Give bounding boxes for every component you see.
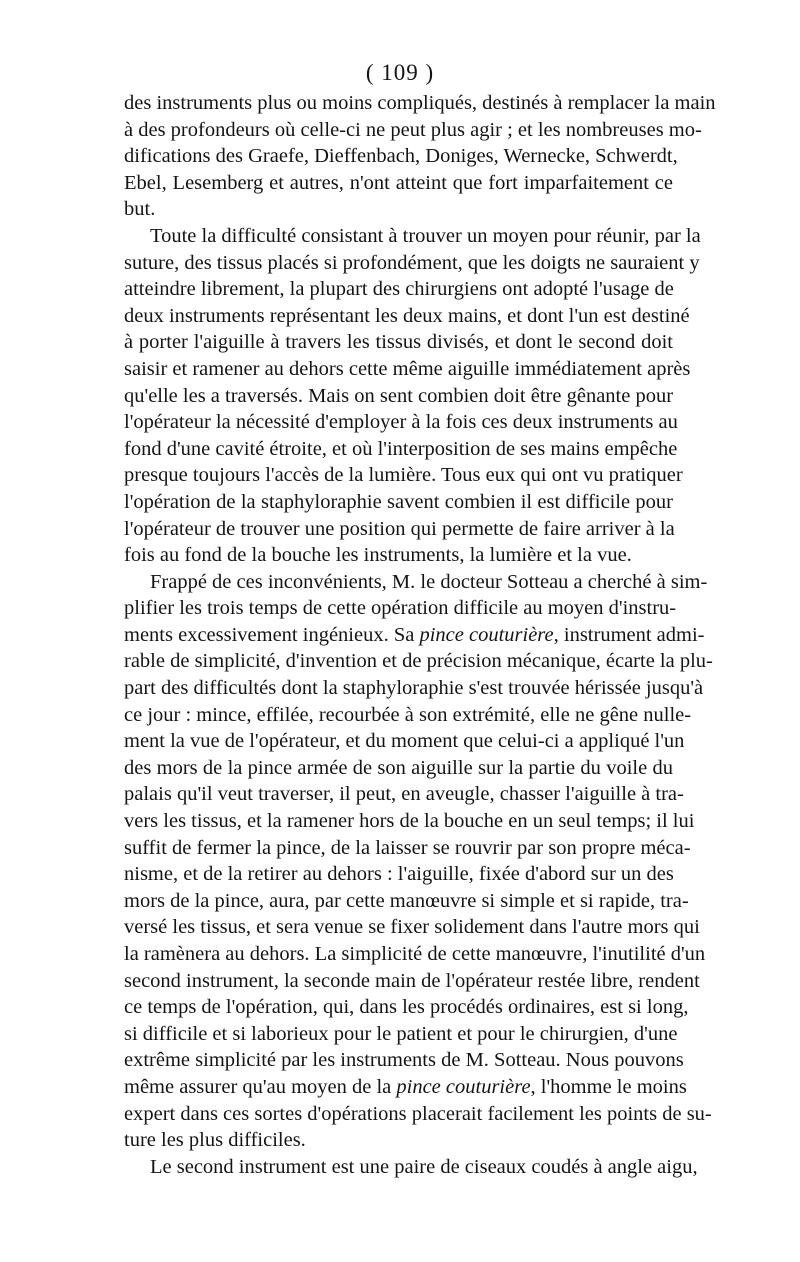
- text-line: difications des Graefe, Dieffenbach, Doniges, Wernecke, Schwerdt,: [124, 145, 678, 168]
- italic-term: pince couturière: [396, 1075, 531, 1098]
- text-line: fois au fond de la bouche les instruments, la lumière et la vue.: [124, 544, 632, 567]
- text-line: mors de la pince, aura, par cette manœuvre si simple et si rapide, tra-: [124, 889, 689, 912]
- page-number: ( 109 ): [365, 60, 435, 85]
- text-line: Frappé de ces inconvénients, M. le docteur Sotteau a cherché à sim-: [150, 570, 708, 593]
- text-line: qu'elle les a traversés. Mais on sent combien doit être gênante pour: [124, 384, 674, 407]
- text-line: part des difficultés dont la staphyloraphie s'est trouvée hérissée jusqu'à: [124, 677, 704, 700]
- paragraph: [124, 1154, 698, 1181]
- text-line: des instruments plus ou moins compliqués, destinés à remplacer la main: [124, 92, 716, 114]
- italic-term: pince couturière: [419, 623, 554, 646]
- text-line: l'opération de la staphyloraphie savent combien il est difficile pour: [124, 490, 673, 513]
- text-line: ments excessivement ingénieux. Sa pince couturière, instrument admi-: [124, 623, 705, 646]
- text-line: ce jour : mince, effilée, recourbée à son extrémité, elle ne gêne nulle-: [124, 703, 692, 726]
- text-line: atteindre librement, la plupart des chirurgiens ont adopté l'usage de: [124, 278, 674, 301]
- paragraph: [124, 569, 713, 1154]
- text-line: l'opérateur de trouver une position qui permette de faire arriver à la: [124, 517, 675, 540]
- text-line: expert dans ces sortes d'opérations placerait facilement les points de su-: [124, 1102, 712, 1125]
- text-line: versé les tissus, et sera venue se fixer solidement dans l'autre mors qui: [124, 916, 700, 939]
- text-line: deux instruments représentant les deux mains, et dont l'un est destiné: [124, 304, 690, 327]
- text-line: l'opérateur la nécessité d'employer à la fois ces deux instruments au: [124, 411, 678, 434]
- text-line: des mors de la pince armée de son aiguille sur la partie du voile du: [124, 756, 673, 779]
- text-line: fond d'une cavité étroite, et où l'interposition de ses mains empêche: [124, 437, 678, 460]
- text-line: Ebel, Lesemberg et autres, n'ont atteint que fort imparfaitement ce: [124, 171, 673, 194]
- paragraph: [124, 90, 716, 223]
- text-line: but.: [124, 198, 156, 221]
- text-line: Toute la difficulté consistant à trouver un moyen pour réunir, par la: [150, 224, 701, 247]
- text-line: si difficile et si laborieux pour le patient et pour le chirurgien, d'une: [124, 1022, 678, 1045]
- text-line: vers les tissus, et la ramener hors de la bouche en un seul temps; il lui: [124, 810, 695, 833]
- text-line: même assurer qu'au moyen de la pince couturière, l'homme le moins: [124, 1075, 687, 1098]
- text-line: à porter l'aiguille à travers les tissus divisés, et dont le second doit: [124, 331, 673, 354]
- text-line: presque toujours l'accès de la lumière. Tous eux qui ont vu pratiquer: [124, 464, 683, 487]
- text-line: suture, des tissus placés si profondément, que les doigts ne sauraient y: [124, 251, 700, 274]
- body-text: [124, 90, 716, 1180]
- text-line: second instrument, la seconde main de l'opérateur restée libre, rendent: [124, 969, 700, 992]
- text-line: saisir et ramener au dehors cette même aiguille immédiatement après: [124, 357, 691, 380]
- text-line: la ramènera au dehors. La simplicité de cette manœuvre, l'inutilité d'un: [124, 943, 706, 965]
- text-line: palais qu'il veut traverser, il peut, en aveugle, chasser l'aiguille à tra-: [124, 783, 684, 806]
- text-line: ce temps de l'opération, qui, dans les procédés ordinaires, est si long,: [124, 996, 689, 1019]
- text-line: à des profondeurs où celle-ci ne peut plus agir ; et les nombreuses mo-: [124, 118, 702, 141]
- text-line: ture les plus difficiles.: [124, 1129, 306, 1152]
- text-line: Le second instrument est une paire de ciseaux coudés à angle aigu,: [150, 1155, 698, 1178]
- text-line: extrême simplicité par les instruments de M. Sotteau. Nous pouvons: [124, 1049, 684, 1072]
- text-line: rable de simplicité, d'invention et de précision mécanique, écarte la plu-: [124, 650, 713, 673]
- text-line: ment la vue de l'opérateur, et du moment que celui-ci a appliqué l'un: [124, 730, 685, 753]
- text-line: nisme, et de la retirer au dehors : l'aiguille, fixée d'abord sur un des: [124, 863, 674, 886]
- text-line: suffit de fermer la pince, de la laisser se rouvrir par son propre méca-: [124, 836, 691, 859]
- text-line: plifier les trois temps de cette opération difficile au moyen d'instru-: [124, 597, 677, 620]
- paragraph: [124, 223, 701, 569]
